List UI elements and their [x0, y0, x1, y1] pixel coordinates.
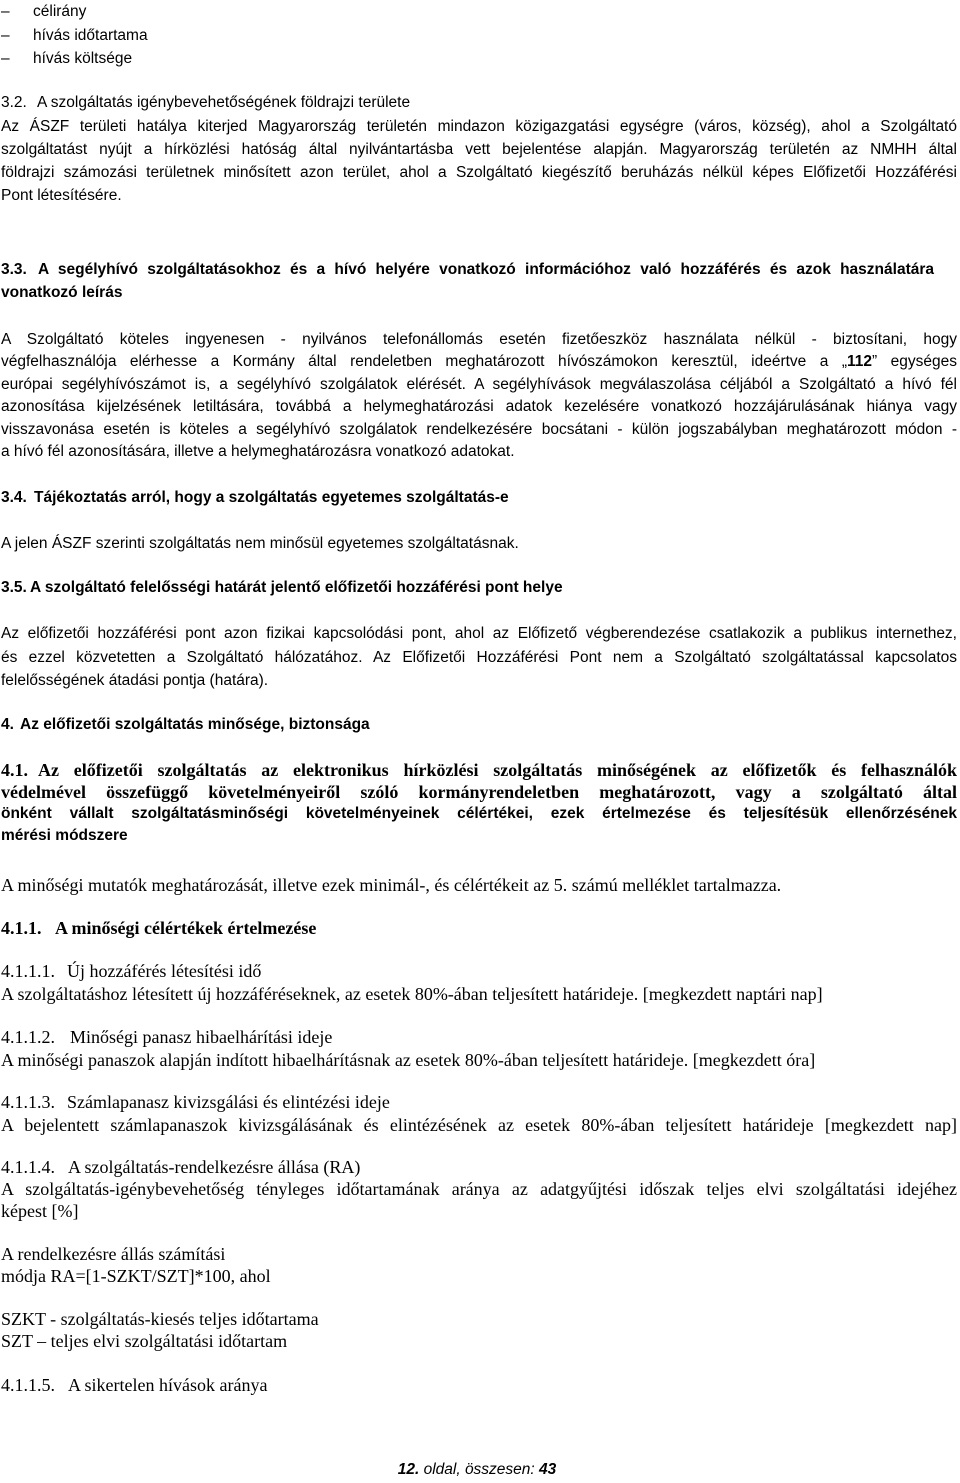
- dash-marker: –: [1, 26, 10, 44]
- paragraph-line: Az ÁSZF területi hatálya kiterjed Magyarország területén mindazon közigazgatási egységre (város, község), ahol a Szolgáltató: [1, 118, 957, 135]
- section-number: 3.4.: [1, 489, 27, 506]
- list-item: [1, 47, 957, 71]
- list-item-text: célirány: [33, 3, 87, 20]
- section-4-1-1-1: [1, 960, 957, 1005]
- section-title: A minőségi célértékek értelmezése: [55, 918, 317, 938]
- dash-marker: –: [1, 50, 10, 67]
- section-4-1-1-2: [1, 1026, 957, 1071]
- heading-line: [1, 714, 957, 736]
- page-total: 43: [539, 1461, 557, 1478]
- section-3-3-heading: [1, 258, 957, 304]
- section-3-3-paragraph: [1, 329, 957, 463]
- dash-list: [1, 0, 957, 71]
- section-number: 3.5.: [1, 579, 27, 596]
- heading-line: vonatkozó leírás: [1, 284, 123, 301]
- section-number: 3.3.: [1, 261, 27, 278]
- section-title: Az előfizetői szolgáltatás minősége, biztonsága: [20, 716, 370, 733]
- section-4-1-1-4: [1, 1156, 957, 1223]
- section-3-4-paragraph: [1, 533, 957, 555]
- formula-line: módja RA=[1-SZKT/SZT]*100, ahol: [1, 1266, 271, 1286]
- definition-line: SZT – teljes elvi szolgáltatási időtartam: [1, 1331, 288, 1351]
- paragraph-line: földrajzi számozási területnek minősített azon terület, ahol a Szolgáltató kiegészítő beruházás nélkül képes Előfizetői Hozzáférési: [1, 164, 957, 181]
- paragraph-line: A minőségi panaszok alapján indított hibaelhárításnak az esetek 80%-ában teljesített határideje. [megkezdett óra]: [1, 1049, 816, 1070]
- heading-line: önként vállalt szolgáltatásminőségi követelményeinek célértékei, ezek értelmezése és teljesítésük ellenőrzésének: [1, 805, 957, 822]
- paragraph-line: A jelen ÁSZF szerinti szolgáltatás nem minősül egyetemes szolgáltatásnak.: [1, 535, 519, 552]
- paragraph-line: a hívó fél azonosítására, illetve a helymeghatározásra vonatkozó adatokat.: [1, 443, 515, 461]
- heading-line: [1, 759, 957, 781]
- section-3-2-heading: [1, 92, 957, 114]
- page-label: oldal, összesen:: [423, 1461, 535, 1478]
- section-4-heading: [1, 714, 957, 736]
- section-3-2-paragraph: [1, 115, 957, 207]
- ra-formula: [1, 1243, 957, 1287]
- section-number: 4.1.: [1, 760, 28, 780]
- section-3-5-paragraph: [1, 622, 957, 693]
- list-item-text: hívás költsége: [33, 50, 133, 67]
- heading-line: [1, 577, 957, 599]
- section-number: 4.1.1.3.: [1, 1092, 55, 1112]
- section-3-4-heading: [1, 487, 957, 509]
- paragraph-line: azonosítása kijelzésének letiltására, továbbá a helymeghatározási adatok kezelésére vonatkozó hozzájárulásának hiánya vagy: [1, 398, 957, 416]
- heading-line: [1, 917, 957, 939]
- section-title: A szolgáltatás igénybevehetőségének földrajzi területe: [37, 94, 411, 111]
- section-title: A szolgáltató felelősségi határát jelentő előfizetői hozzáférési pont helye: [30, 579, 563, 596]
- section-4-1-paragraph: [1, 874, 957, 896]
- formula-definitions: [1, 1308, 957, 1352]
- subsection-heading: [1, 1156, 957, 1178]
- section-title: A szolgáltatás-rendelkezésre állása (RA): [68, 1157, 361, 1177]
- section-4-1-1-5: [1, 1374, 957, 1396]
- subsection-heading: [1, 1026, 957, 1049]
- paragraph-line: A szolgáltatás-igénybevehetőség tényleges időtartamának aránya az adatgyűjtési időszak teljes elvi szolgáltatási idejéhez: [1, 1179, 957, 1200]
- section-4-1-1-3: [1, 1091, 957, 1136]
- section-title: A segélyhívó szolgáltatásokhoz és a hívó helyére vonatkozó információhoz való hozzáférés és azok használatára: [38, 261, 934, 278]
- list-item: [1, 0, 957, 24]
- section-number: 4.1.1.1.: [1, 961, 55, 981]
- list-item: [1, 24, 957, 48]
- paragraph-line: szolgáltatást nyújt a hírközlési hatóság által nyilvántartásba vett bejelentése alapján. Magyarország területén az NMHH által: [1, 141, 957, 158]
- line-text: végfelhasználója elérhesse a Kormány által rendeletben meghatározott hívószámokon keresztül, ideértve a „: [1, 353, 847, 371]
- section-title: Számlapanasz kivizsgálási és elintézési ideje: [67, 1092, 390, 1112]
- line-text: ” egységes: [872, 353, 957, 371]
- section-title: Tájékoztatás arról, hogy a szolgáltatás egyetemes szolgáltatás-e: [34, 489, 509, 506]
- section-title: Új hozzáférés létesítési idő: [67, 961, 262, 981]
- paragraph-line: visszavonása esetén is köteles a segélyhívó szolgálatok rendelkezésére bocsátani - külön jogszabályban meghatározott módon -: [1, 420, 957, 438]
- paragraph-line: és ezzel közvetetten a Szolgáltató hálózatához. Az Előfizetői Hozzáférési Pont nem a Szolgáltató szolgáltatással kapcsolatos: [1, 648, 957, 666]
- paragraph-line: A minőségi mutatók meghatározását, illetve ezek minimál-, és célértékeit az 5. számú melléklet tartalmazza.: [1, 875, 782, 895]
- section-4-1-1-heading: [1, 917, 957, 939]
- paragraph-line: képest [%]: [1, 1201, 79, 1222]
- section-number: 4.1.1.4.: [1, 1157, 55, 1177]
- paragraph-line: [1, 351, 957, 373]
- section-title: Minőségi panasz hibaelhárítási ideje: [70, 1027, 333, 1047]
- section-number: 4.1.1.5.: [1, 1375, 55, 1395]
- section-title: Az előfizetői szolgáltatás az elektronikus hírközlési szolgáltatás minőségének az előfizetők és felhasználók: [38, 760, 957, 780]
- section-number: 4.1.1.2.: [1, 1027, 55, 1047]
- subsection-heading: [1, 960, 957, 983]
- paragraph-line: Pont létesítésére.: [1, 187, 122, 204]
- heading-line: mérési módszere: [1, 827, 128, 844]
- paragraph-line: Az előfizetői hozzáférési pont azon fizikai kapcsolódási pont, ahol az Előfizető végberendezése csatlakozik a publikus internethez,: [1, 625, 957, 642]
- paragraph-line: felelősségének átadási pontja (határa).: [1, 672, 269, 689]
- section-number: 4.: [1, 716, 14, 733]
- page-number: 12.: [397, 1461, 420, 1478]
- subsection-heading: [1, 1374, 957, 1396]
- subsection-heading: [1, 1091, 957, 1114]
- heading-line: védelmével összefüggő követelményeiről szóló kormányrendeletben meghatározott, vagy a szolgáltató által: [1, 782, 957, 802]
- emergency-number: 112: [847, 353, 873, 371]
- paragraph-line: A szolgáltatáshoz létesített új hozzáféréseknek, az esetek 80%-ában teljesített határideje. [megkezdett naptári nap]: [1, 983, 823, 1004]
- definition-line: SZKT - szolgáltatás-kiesés teljes időtartama: [1, 1309, 319, 1329]
- formula-line: A rendelkezésre állás számítási: [1, 1244, 226, 1264]
- list-item-text: hívás időtartama: [33, 26, 148, 44]
- section-title: A sikertelen hívások aránya: [68, 1375, 268, 1395]
- page-footer: [0, 1459, 954, 1481]
- heading-line: [1, 487, 957, 509]
- heading-line: [1, 92, 957, 114]
- section-number: 4.1.1.: [1, 918, 42, 938]
- heading-line: [1, 258, 934, 281]
- section-number: 3.2.: [1, 94, 27, 111]
- paragraph-line: európai segélyhívószámot is, a segélyhívó szolgálatok elérését. A segélyhívások megválaszolása céljából a Szolgáltató a hívó fél: [1, 375, 957, 393]
- section-4-1-heading: [1, 759, 957, 847]
- section-3-5-heading: [1, 577, 957, 599]
- paragraph-line: A Szolgáltató köteles ingyenesen - nyilvános telefonállomás esetén fizetőeszköz használata nélkül - biztosítani, hogy: [1, 331, 957, 348]
- paragraph-line: A bejelentett számlapanaszok kivizsgálásának és elintézésének az esetek 80%-ában teljesített határideje [megkezdett nap]: [1, 1114, 957, 1135]
- dash-marker: –: [1, 3, 10, 20]
